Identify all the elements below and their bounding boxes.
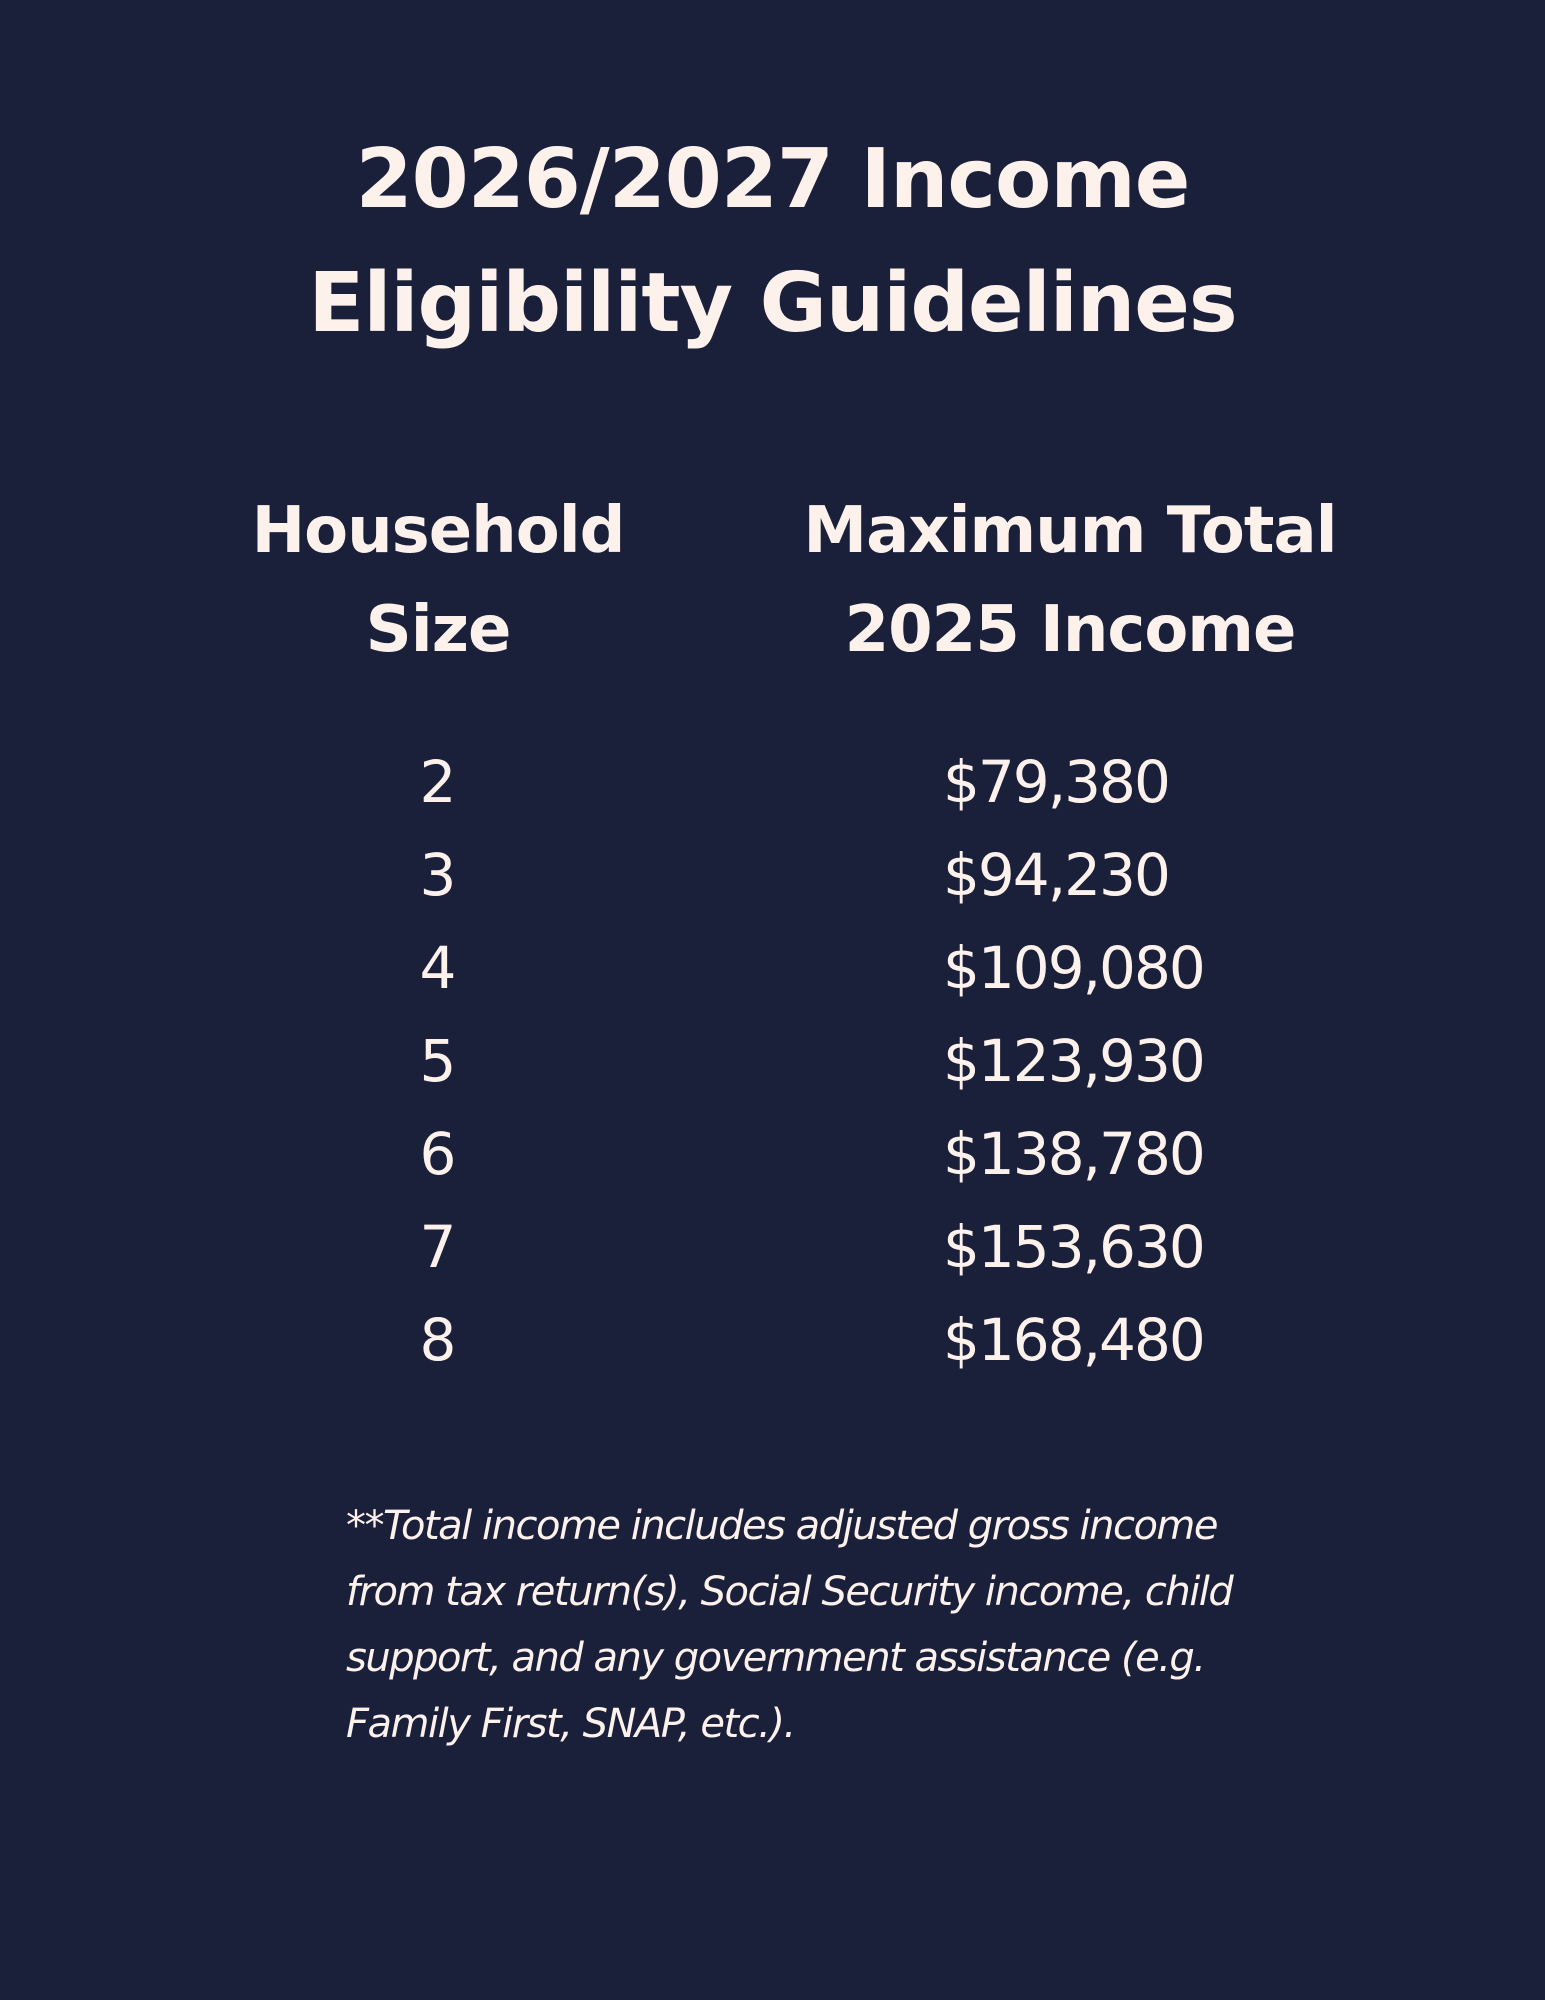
household-size-cell: 4	[419, 934, 457, 1002]
footnote-line: from tax return(s), Social Security income, child	[346, 1569, 1233, 1615]
household-size-cell: 8	[419, 1306, 457, 1374]
footnote-line: Family First, SNAP, etc.).	[346, 1701, 795, 1747]
max-income-cell: $79,380	[943, 748, 1169, 816]
table-row	[0, 1294, 1545, 1387]
column-header-max-income-line-2: 2025 Income	[844, 593, 1296, 667]
table-row	[0, 829, 1545, 922]
column-header-household-size-line-1: Household	[251, 494, 625, 568]
column-header-household-size	[188, 482, 688, 680]
max-income-cell: $94,230	[943, 841, 1169, 909]
page-title-line-1: 2026/2027 Income	[355, 132, 1190, 227]
page-title-line-2: Eligibility Guidelines	[308, 256, 1237, 351]
household-size-cell: 5	[419, 1027, 457, 1095]
household-size-cell: 7	[419, 1213, 457, 1281]
column-header-max-income-line-1: Maximum Total	[803, 494, 1337, 568]
column-header-household-size-line-2: Size	[365, 593, 511, 667]
household-size-cell: 6	[419, 1120, 457, 1188]
table-row	[0, 922, 1545, 1015]
household-size-cell: 3	[419, 841, 457, 909]
table-row	[0, 736, 1545, 829]
max-income-cell: $109,080	[943, 934, 1204, 1002]
max-income-cell: $153,630	[943, 1213, 1204, 1281]
max-income-cell: $168,480	[943, 1306, 1204, 1374]
page-title	[0, 118, 1545, 366]
max-income-cell: $138,780	[943, 1120, 1204, 1188]
max-income-cell: $123,930	[943, 1027, 1204, 1095]
income-table	[0, 736, 1545, 1387]
column-header-max-income	[770, 482, 1370, 680]
footnote	[346, 1493, 1346, 1757]
table-row	[0, 1015, 1545, 1108]
footnote-line: **Total income includes adjusted gross income	[346, 1503, 1217, 1549]
footnote-line: support, and any government assistance (e.g.	[346, 1635, 1205, 1681]
table-row	[0, 1201, 1545, 1294]
table-row	[0, 1108, 1545, 1201]
household-size-cell: 2	[419, 748, 457, 816]
